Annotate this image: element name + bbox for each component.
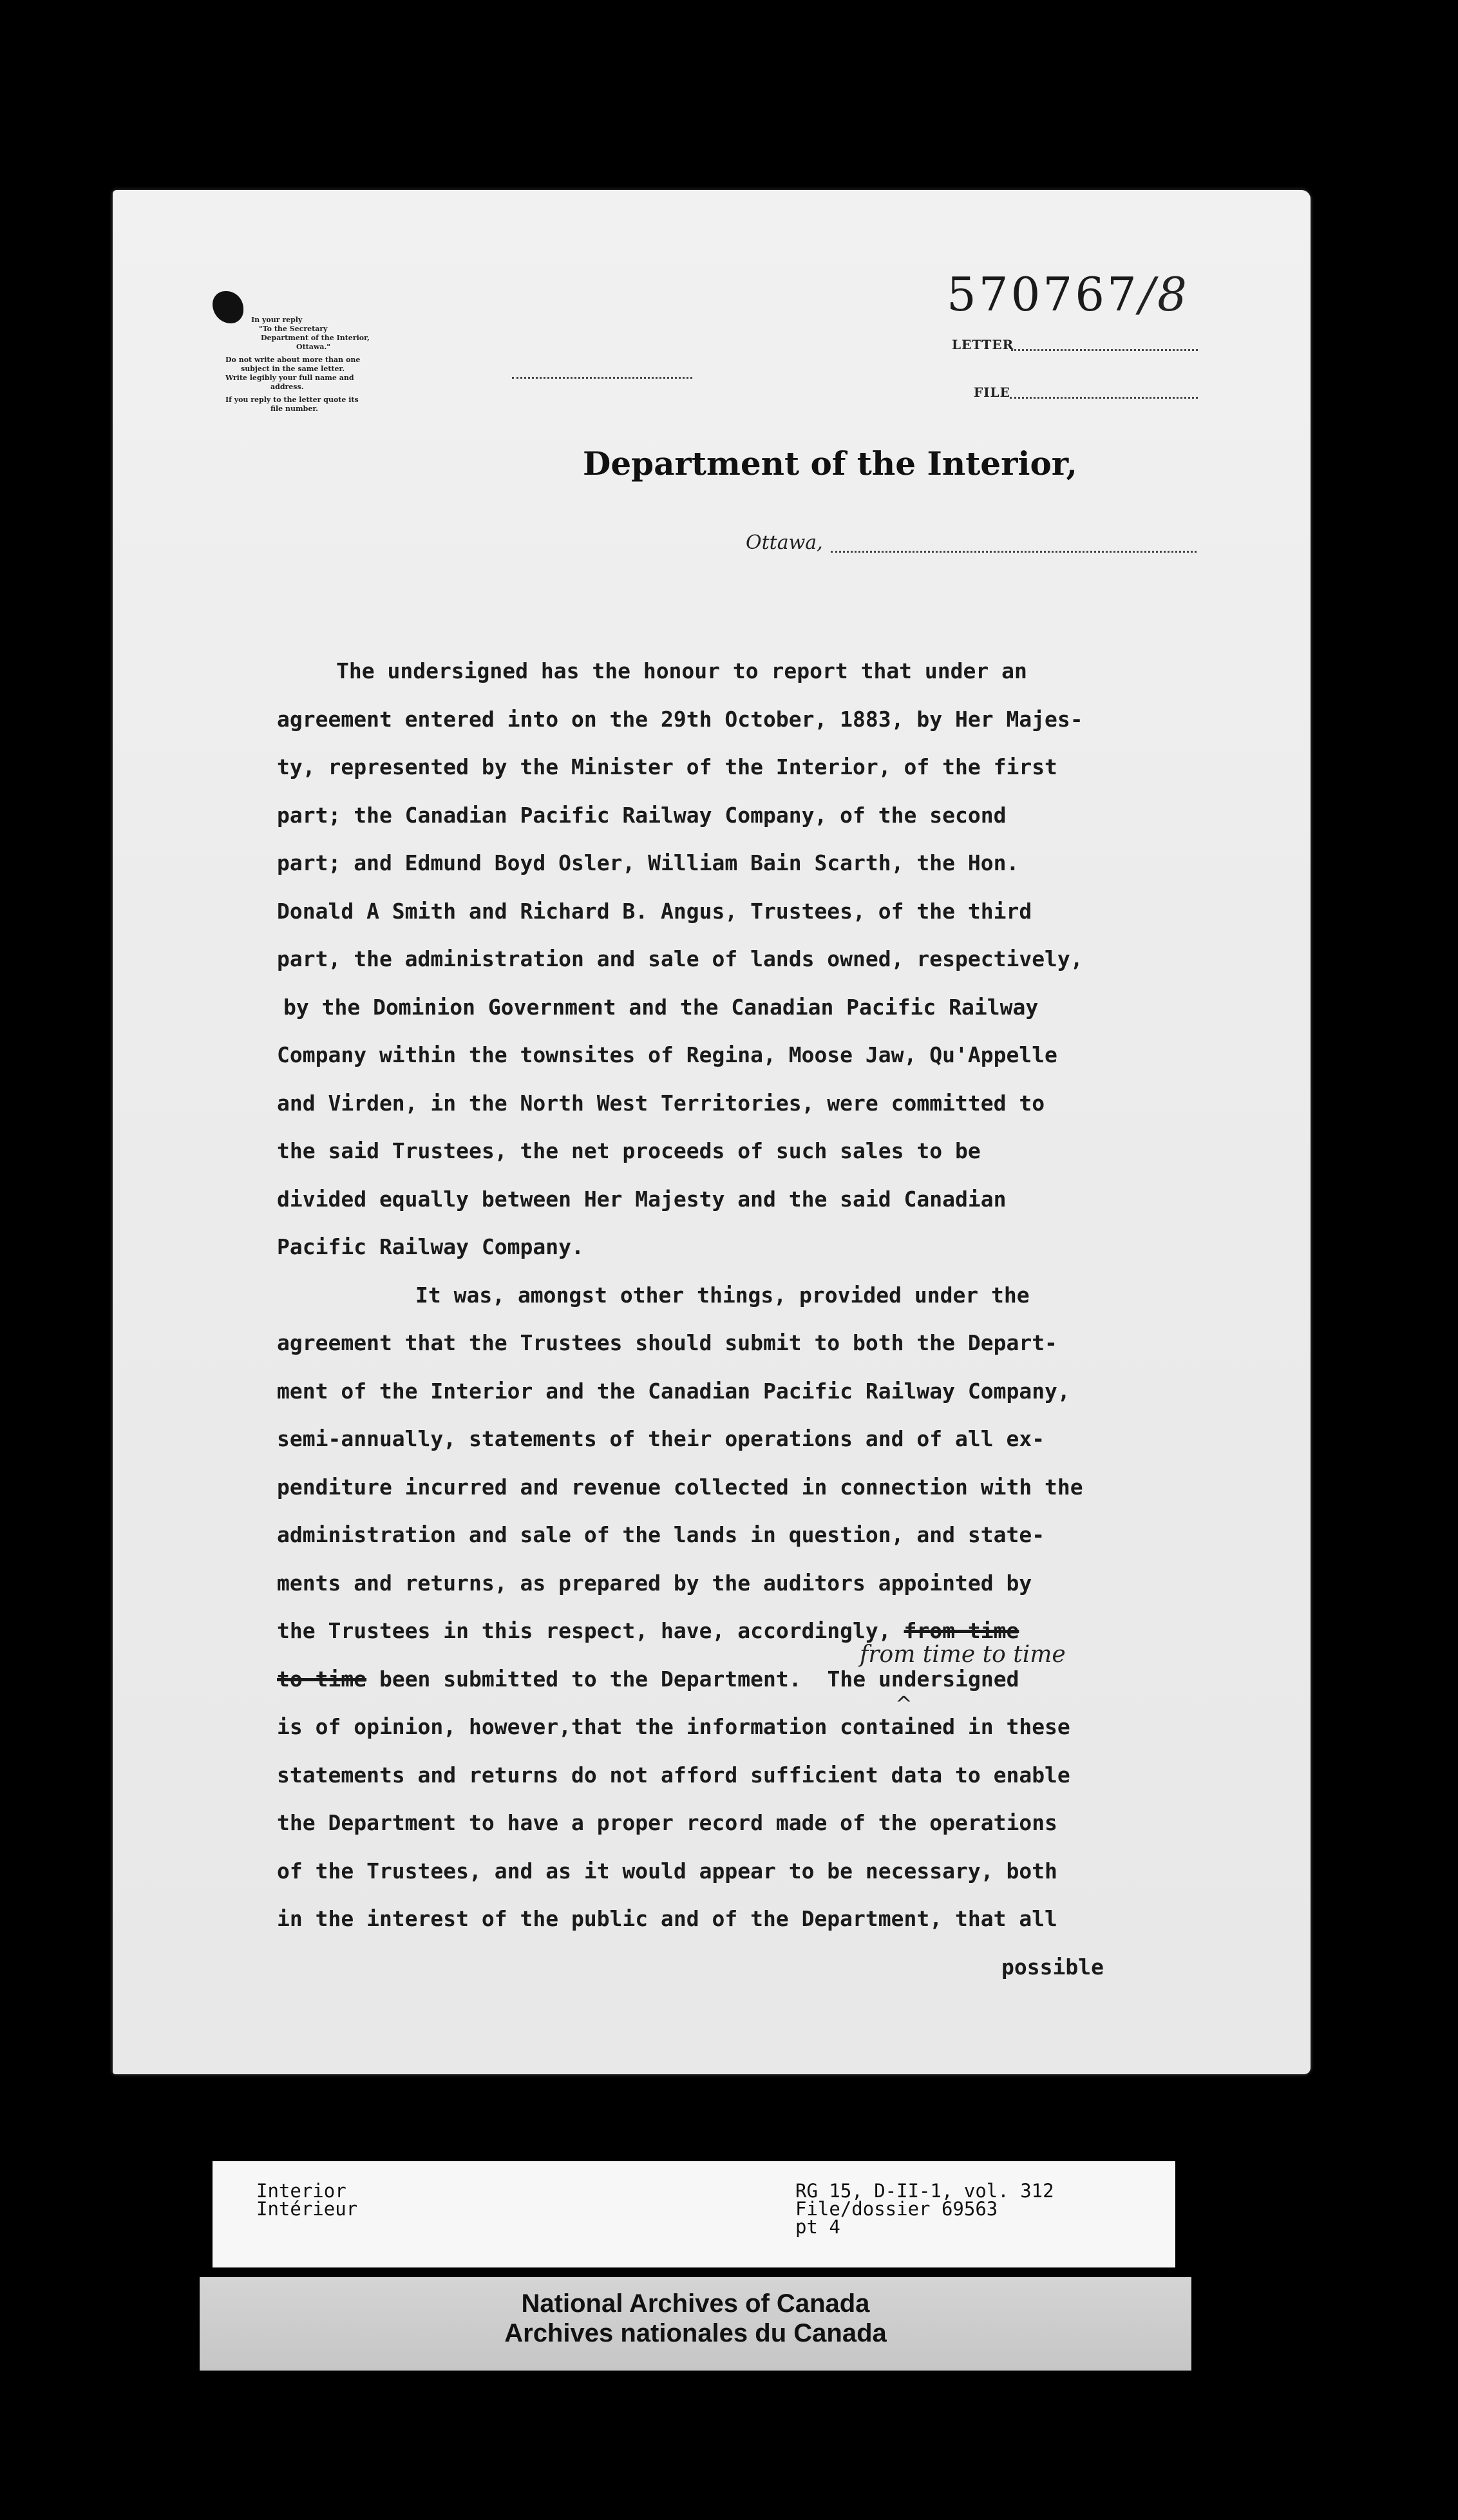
notice-line: file number. bbox=[270, 405, 318, 413]
body-line: the said Trustees, the net proceeds of such sales to be bbox=[277, 1138, 981, 1163]
notice-line: address. bbox=[270, 383, 304, 391]
archives-name-french: Archives nationales du Canada bbox=[504, 2319, 887, 2347]
department-heading: Department of the Interior, bbox=[583, 444, 1077, 482]
body-line: and Virden, in the North West Territories, were committed to bbox=[277, 1090, 1045, 1116]
body-line: penditure incurred and revenue collected in connection with the bbox=[277, 1474, 1083, 1500]
body-line: The undersigned has the honour to report that under an bbox=[336, 658, 1027, 683]
body-line: part, the administration and sale of lands owned, respectively, bbox=[277, 946, 1083, 971]
catchword: possible bbox=[1001, 1954, 1104, 1980]
letter-dotted-line bbox=[1011, 349, 1198, 351]
insertion-caret-icon: ^ bbox=[895, 1691, 913, 1716]
file-number-suffix: /8 bbox=[1139, 267, 1189, 321]
reference-dotted-line bbox=[512, 377, 692, 379]
struck-text: to time bbox=[277, 1666, 367, 1692]
letter-label: LETTER bbox=[952, 337, 1014, 352]
notice-line: Department of the Interior, bbox=[261, 334, 370, 342]
notice-line: subject in the same letter. bbox=[241, 365, 345, 373]
notice-line: Ottawa." bbox=[296, 343, 331, 351]
place-label: Ottawa, bbox=[746, 531, 823, 554]
reference-volume: RG 15, D-II-1, vol. 312 bbox=[795, 2180, 1054, 2202]
body-line: statements and returns do not afford sufficient data to enable bbox=[277, 1762, 1070, 1788]
notice-line: In your reply bbox=[251, 316, 303, 324]
archives-name-english: National Archives of Canada bbox=[521, 2289, 870, 2318]
notice-line: Write legibly your full name and bbox=[225, 374, 354, 382]
body-line: It was, amongst other things, provided under the bbox=[415, 1282, 1030, 1308]
notice-line: Do not write about more than one bbox=[225, 356, 361, 364]
letter-body bbox=[277, 647, 1204, 1991]
file-number-stamp bbox=[947, 267, 1189, 321]
date-dotted-line bbox=[831, 551, 1197, 553]
body-line: of the Trustees, and as it would appear to be necessary, both bbox=[277, 1858, 1057, 1884]
body-line: in the interest of the public and of the Department, that all bbox=[277, 1906, 1057, 1931]
archives-banner bbox=[200, 2277, 1191, 2371]
body-line: part; and Edmund Boyd Osler, William Bain Scarth, the Hon. bbox=[277, 850, 1019, 875]
body-line: Company within the townsites of Regina, Moose Jaw, Qu'Appelle bbox=[277, 1042, 1057, 1067]
body-line: by the Dominion Government and the Canadian Pacific Railway bbox=[283, 994, 1039, 1020]
body-line: ty, represented by the Minister of the Interior, of the first bbox=[277, 754, 1057, 779]
body-line: semi-annually, statements of their operations and of all ex- bbox=[277, 1426, 1045, 1451]
file-dotted-line bbox=[1010, 397, 1198, 399]
dept-french: Intérieur bbox=[256, 2198, 358, 2220]
archives-name bbox=[200, 2289, 1191, 2348]
body-line: the Department to have a proper record made of the operations bbox=[277, 1810, 1057, 1835]
body-line: agreement that the Trustees should submit to both the Depart- bbox=[277, 1330, 1057, 1355]
file-number: 570767 bbox=[947, 267, 1139, 321]
handwritten-insertion: from time to time bbox=[860, 1641, 1066, 1668]
file-label: FILE bbox=[974, 385, 1010, 400]
body-line: agreement entered into on the 29th October, 1883, by Her Majes- bbox=[277, 706, 1083, 732]
archive-reference-label bbox=[213, 2161, 1175, 2267]
body-line: Donald A Smith and Richard B. Angus, Trustees, of the third bbox=[277, 898, 1032, 924]
reference-file: File/dossier 69563 bbox=[795, 2198, 998, 2220]
body-line: administration and sale of the lands in question, and state- bbox=[277, 1522, 1045, 1547]
body-line: ment of the Interior and the Canadian Pacific Railway Company, bbox=[277, 1378, 1070, 1404]
body-line-with-insert bbox=[277, 1641, 1204, 1716]
body-text-segment: the Trustees in this respect, have, accordingly, bbox=[277, 1618, 891, 1643]
body-line: ments and returns, as prepared by the auditors appointed by bbox=[277, 1570, 1032, 1596]
notice-line: If you reply to the letter quote its bbox=[225, 396, 359, 404]
body-text-segment: The undersigned bbox=[827, 1666, 1019, 1692]
dept-english: Interior bbox=[256, 2180, 346, 2202]
notice-line: "To the Secretary bbox=[259, 325, 328, 333]
struck-text: from time bbox=[904, 1618, 1019, 1643]
body-line: Pacific Railway Company. bbox=[277, 1234, 584, 1259]
reply-instructions bbox=[225, 316, 412, 414]
body-line: divided equally between Her Majesty and the said Canadian bbox=[277, 1186, 1007, 1212]
body-line: part; the Canadian Pacific Railway Company, of the second bbox=[277, 802, 1007, 828]
body-text-segment: been submitted to the Department. bbox=[379, 1666, 802, 1692]
body-line: is of opinion, however,that the information contained in these bbox=[277, 1714, 1070, 1739]
reference-part: pt 4 bbox=[795, 2216, 840, 2238]
